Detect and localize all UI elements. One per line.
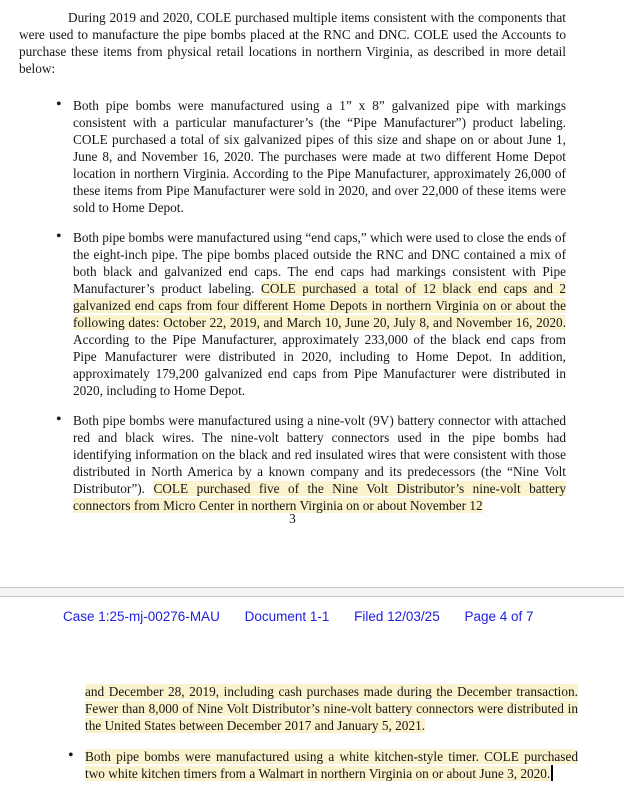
bullet-text-end-caps: Both pipe bombs were manufactured using “end caps,” which were used to close the ends of the eight-inch pipe. The pipe bombs placed outside the RNC and DNC contained a mix of both black and galvanized end caps. The end caps had markings consistent with Pipe Manufacturer’s product labeling. COLE purchased a total of 12 black end caps and 2 galvanized end caps from four different Home Depots in northern Virginia on or about the following dates: October 22, 2019, and March 10, June 20, July 8, and November 16, 2020. According to the Pipe Manufacturer, approximately 233,000 of the black end caps from Pipe Manufacturer were distributed in 2020, including to Home Depot. In addition, approximately 179,200 galvanized end caps from Pipe Manufacturer were distributed in 2020, including to Home Depot. (73, 230, 566, 398)
component-bullet-list-continued (68, 747, 578, 782)
filed-date: Filed 12/03/25 (354, 609, 440, 624)
bullet-marker: • (56, 96, 62, 113)
list-item (19, 97, 566, 216)
list-item (19, 229, 566, 399)
page-4-content[interactable] (68, 683, 578, 782)
court-filing-stamp (63, 609, 603, 624)
bullet-marker: • (56, 228, 62, 245)
page-x-of-y: Page 4 of 7 (464, 609, 534, 624)
bullet-text-timer-segments: Both pipe bombs were manufactured using a white kitchen-style timer. COLE purchased two white kitchen timers from a Walmart in northern Virginia on or about June 3, 2020. (85, 749, 578, 781)
text-cursor (551, 765, 553, 781)
continuation-paragraph: and December 28, 2019, including cash purchases made during the December transaction. Fewer than 8,000 of Nine Volt Distributor’s nine-volt battery connectors were distributed in the United States between December 2017 and January 5, 2021. (85, 684, 578, 733)
bullet-text-pipe: Both pipe bombs were manufactured using a 1” x 8” galvanized pipe with markings consistent with a particular manufacturer’s (the “Pipe Manufacturer”) product labeling. COLE purchased a total of six galvanized pipes of this size and shape on or about June 1, June 8, and November 16, 2020. The purchases were made at two different Home Depot location in northern Virginia. According to the Pipe Manufacturer, approximately 26,000 of these items from Pipe Manufacturer were sold in 2020, and over 22,000 of these items were sold to Home Depot. (73, 98, 566, 215)
page-break-separator (0, 587, 624, 597)
intro-paragraph: During 2019 and 2020, COLE purchased multiple items consistent with the components that were used to manufacture the pipe bombs placed at the RNC and DNC. COLE used the Accounts to purchase these items from physical retail locations in northern Virginia, as described in more detail below: (19, 10, 566, 76)
bullet-marker: • (56, 411, 62, 428)
document-number: Document 1-1 (244, 609, 330, 624)
page-number: 3 (289, 511, 296, 526)
list-item (19, 412, 566, 514)
case-number: Case 1:25-mj-00276-MAU (63, 609, 220, 624)
component-bullet-list (19, 97, 566, 527)
bullet-text-timer (85, 748, 578, 782)
bullet-text-battery-connector: Both pipe bombs were manufactured using a nine-volt (9V) battery connector with attached red and black wires. The nine-volt battery connectors used in the pipe bombs had identifying information on the black and red insulated wires that were consistent with those distributed in North America by a known company and its predecessors (the “Nine Volt Distributor”). COLE purchased five of the Nine Volt Distributor’s nine-volt battery connectors from Micro Center in northern Virginia on or about November 12 (73, 413, 566, 513)
list-item (68, 747, 578, 782)
bullet-marker: • (68, 747, 74, 764)
